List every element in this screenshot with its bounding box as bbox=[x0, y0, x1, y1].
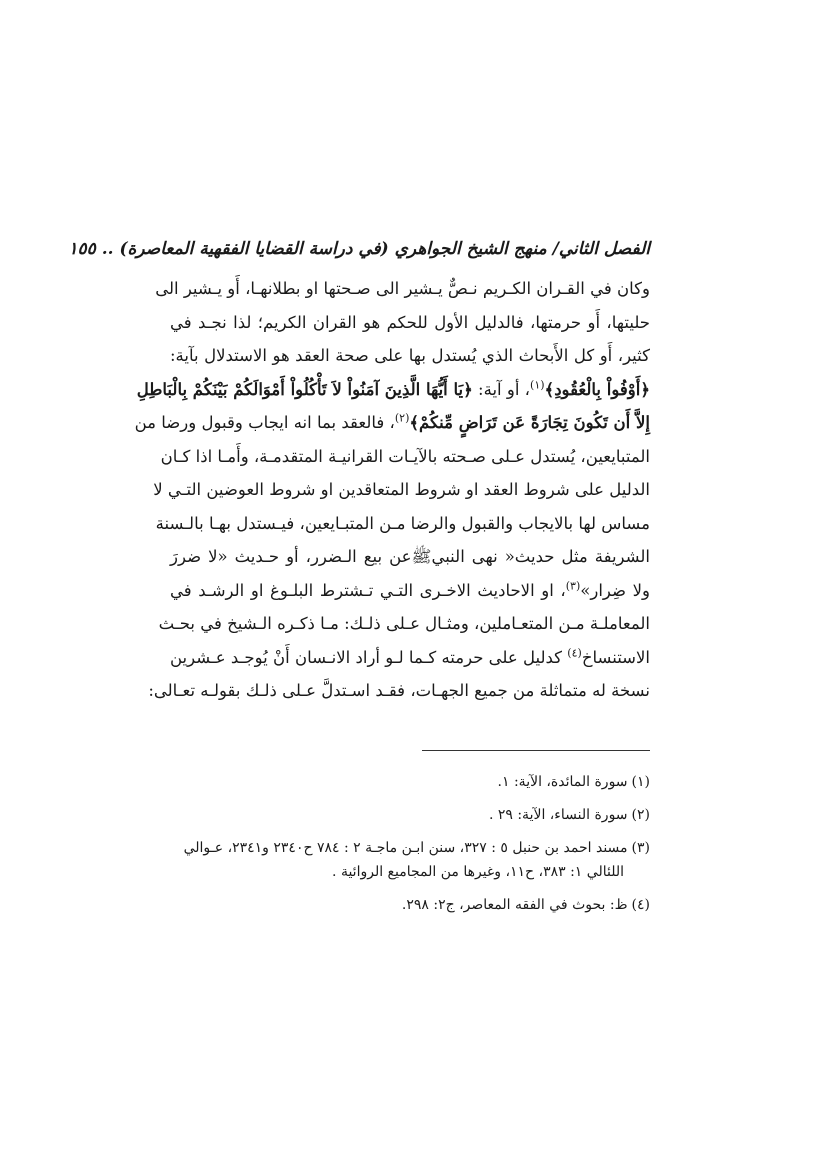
line12-text: كدليل على حرمته كـما لـو أراد الانـسان أَنْ يُوجـد عـشرين bbox=[170, 647, 568, 667]
text-line-5 bbox=[134, 406, 650, 440]
text-line-6: المتبايعين، يُستدل عـلى صـحته بالآيـات القرانيـة المتقدمـة، وأَمـا اذا كـان bbox=[160, 446, 650, 466]
text-line-7: الدليل على شروط العقد او شروط المتعاقدين او شروط العوضين التـي لا bbox=[153, 480, 650, 499]
footnote-text: سورة النساء، الآية: ٢٩ . bbox=[488, 807, 628, 823]
quran-verse-maidah: ﴿أَوْفُواْ بِالْعُقُودِ﴾ bbox=[544, 379, 650, 399]
text-line-3: كثير، أَو كل الأَبحاث الذي يُستدل بها على صحة العقد هو الاستدلال بآية: bbox=[170, 346, 650, 365]
running-header bbox=[68, 236, 650, 262]
footnote-number: (٢) bbox=[631, 807, 650, 823]
footnote-text: ظ: بحوث في الفقه المعاصر، ج٢: ٢٩٨. bbox=[401, 897, 628, 913]
line5-text: ، فالعقد بما انه ايجاب وقبول ورضا من bbox=[134, 413, 395, 432]
line10-text: ، او الاحاديث الاخـرى التـي تـشترط البلـوغ او الرشـد في bbox=[170, 580, 566, 600]
footnote-4 bbox=[170, 893, 650, 917]
footnotes bbox=[170, 770, 650, 926]
text-line-8: مساس لها بالايجاب والقبول والرضا مـن المتبـايعين، فيـستدل بهـا بالـسنة bbox=[155, 513, 650, 533]
footnote-number: (١) bbox=[631, 774, 650, 790]
footnote-1 bbox=[170, 770, 650, 794]
hadith-quote: ولا ضِرار» bbox=[580, 580, 650, 600]
footnote-ref-4[interactable]: (٤) bbox=[567, 646, 582, 659]
text-line-12 bbox=[170, 641, 650, 675]
quran-verse-nisa-part2: إِلاَّ أَن تَكُونَ تِجَارَةً عَن تَرَاضٍ مِّنكُمْ﴾ bbox=[409, 413, 650, 432]
footnote-text: سورة المائدة، الآية: ١. bbox=[497, 774, 628, 790]
chapter-title: الفصل الثاني/ منهج الشيخ الجواهري (في دراسة القضايا الفقهية المعاصرة) .. bbox=[101, 239, 650, 259]
footnote-text: مسند احمد بن حنبل ٥ : ٣٢٧، سنن ابـن ماجـة ٢ : ٧٨٤ ح٢٣٤٠ و٢٣٤١، عـوالي bbox=[183, 840, 628, 856]
footnote-ref-2[interactable]: (٢) bbox=[394, 411, 410, 425]
footnote-number: (٣) bbox=[631, 840, 650, 856]
footnote-ref-1[interactable]: (١) bbox=[530, 378, 545, 391]
page-number: ١٥٥ bbox=[68, 239, 96, 259]
body-text bbox=[134, 272, 650, 708]
text-line-1: وكان في القـران الكـريم نـصٌّ يـشير الى صـحتها او بطلانهـا، أَو يـشير الى bbox=[155, 279, 650, 298]
footnote-3 bbox=[170, 836, 650, 884]
text-line-10 bbox=[170, 574, 650, 608]
footnote-continuation: اللئالي ١: ٣٨٣، ح١١، وغيرها من المجاميع الروائية . bbox=[332, 864, 624, 880]
footnote-2 bbox=[170, 803, 650, 827]
footnote-ref-3[interactable]: (٣) bbox=[565, 579, 581, 592]
quran-verse-nisa-part1: ﴿يَا أَيُّهَا الَّذِينَ آمَنُواْ لاَ تَأْكُلُواْ أَمْوَالَكُمْ بَيْنَكُمْ بِالْبَاطِلِ bbox=[136, 379, 473, 399]
footnote-divider bbox=[422, 750, 650, 751]
verse-connector: ، أو آية: bbox=[472, 379, 531, 399]
text-line-2: حليتها، أَو حرمتها، فالدليل الأول للحكم هو القران الكريم؛ لذا نجـد في bbox=[170, 312, 650, 332]
text-line-11: المعاملـة مـن المتعـاملين، ومثـال عـلى ذلـك: مـا ذكـره الـشيخ في بحـث bbox=[158, 614, 650, 633]
text-line-9: الشريفة مثل حديث« نهى النبيﷺعن بيع الـضرر، أو حـديث «لا ضررَ bbox=[170, 547, 650, 566]
text-line-13: نسخة له متماثلة من جميع الجهـات، فقـد اسـتدلَّ عـلى ذلـك بقولـه تعـالى: bbox=[148, 681, 650, 700]
cloning-term: الاستنساخ bbox=[581, 647, 650, 667]
footnote-number: (٤) bbox=[631, 897, 650, 913]
text-line-4 bbox=[136, 373, 650, 407]
